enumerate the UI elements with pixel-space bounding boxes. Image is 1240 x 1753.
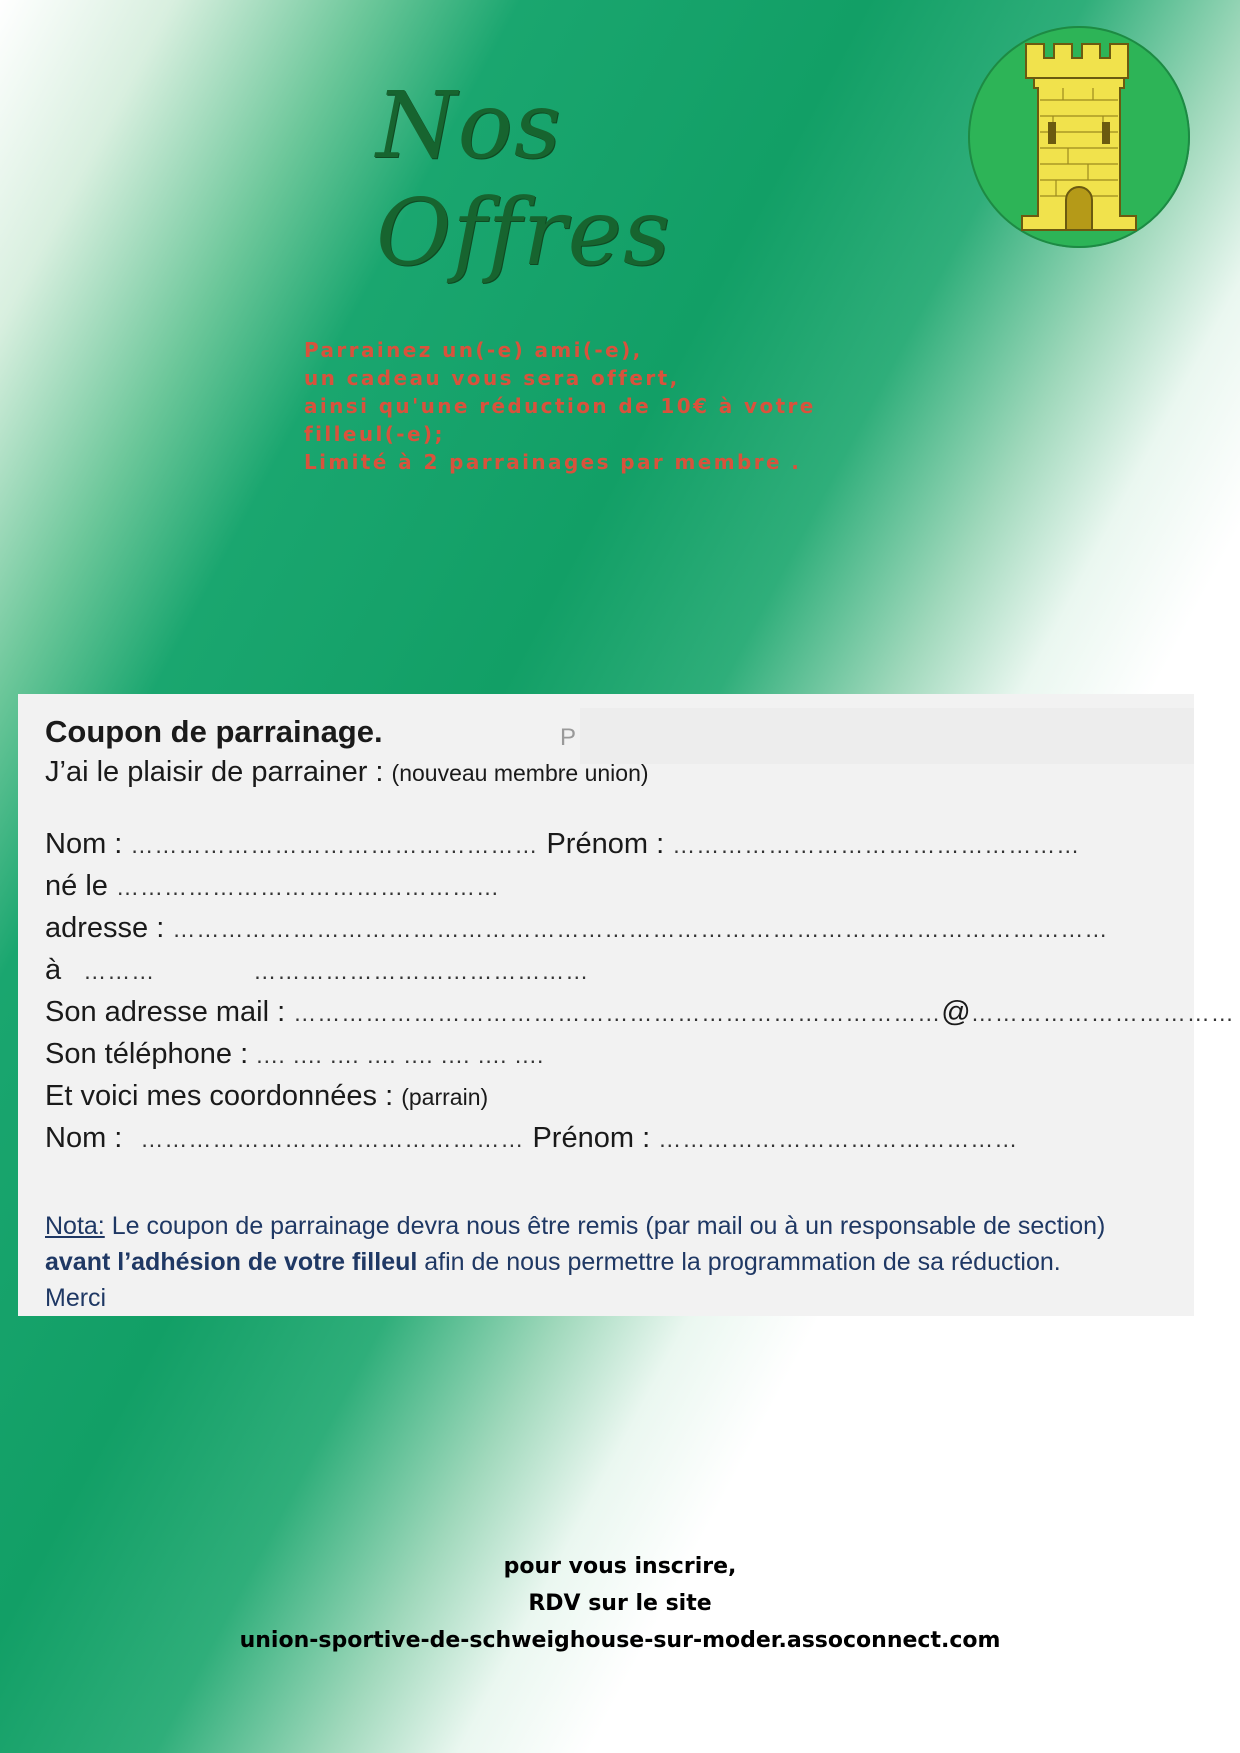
sponsor-name-row [45,1122,1018,1155]
city-field[interactable]: …………………………………… [253,958,590,984]
nom-label: Nom : [45,828,123,860]
sponsor-intro-row [45,1080,488,1113]
coupon-title: Coupon de parrainage. [45,714,383,749]
filleul-name-row [45,828,1080,861]
phone-field[interactable]: .... .... .... .... .... .... .... .... [256,1042,545,1068]
at-sign: @ [941,996,971,1028]
sponsorship-coupon [18,694,1235,1316]
nom-field[interactable]: …………………………………………… [130,832,539,858]
cropped-letter: P [560,724,577,751]
intro-line [45,756,649,789]
phone-row [45,1038,544,1071]
nota-text-1: Le coupon de parrainage devra nous être remis (par mail ou à un responsable de section) [104,1212,1106,1240]
promo-line: Parrainez un(-e) ami(-e), [304,338,643,362]
sponsor-nom-field[interactable]: ………………………………………… [140,1126,525,1152]
tower-logo-icon [968,26,1190,248]
intro-note: (nouveau membre union) [391,760,649,786]
a-label: à [45,954,62,986]
promo-line: ainsi qu'une réduction de 10€ à votre [304,394,816,418]
email-domain-field[interactable]: …………………………… [970,1000,1235,1026]
nota-label: Nota: [45,1212,105,1240]
nota-paragraph [45,1208,1185,1316]
promo-line: filleul(-e); [304,422,445,446]
nota-text-2: afin de nous permettre la programmation de sa réduction. [417,1248,1061,1276]
prenom2-label: Prénom : [532,1122,651,1154]
coords-label: Et voici mes coordonnées : [45,1080,394,1112]
nota-merci: Merci [45,1284,107,1312]
coords-note: (parrain) [401,1084,489,1110]
promo-text [304,336,864,476]
mail-label: Son adresse mail : [45,996,286,1028]
address-field[interactable]: ……………………………………………………………………………………………………… [172,916,1109,942]
sponsor-prenom-field[interactable]: ……………………………………… [658,1126,1019,1152]
footer-line-1: pour vous inscrire, [503,1554,737,1579]
prenom-label: Prénom : [546,828,665,860]
promo-line: Limité à 2 parrainages par membre . [304,450,802,474]
adresse-label: adresse : [45,912,165,944]
prenom-field[interactable]: …………………………………………… [672,832,1081,858]
tel-label: Son téléphone : [45,1038,249,1070]
nota-bold: avant l’adhésion de votre filleul [45,1248,418,1276]
email-user-field[interactable]: ……………………………………………………………………… [293,1000,942,1026]
footer-line-2: RDV sur le site [528,1591,712,1616]
address-row [45,912,1108,945]
postcode-field[interactable]: ……… [83,958,156,984]
ne-label: né le [45,870,108,902]
birth-field[interactable]: ………………………………………… [115,874,500,900]
intro-label: J’ai le plaisir de parrainer : [45,756,384,788]
blurred-stripe [580,708,1194,764]
city-row [45,954,589,987]
page-title: Nos Offres [376,72,672,286]
email-row [45,996,1235,1029]
birth-row [45,870,500,903]
promo-line: un cadeau vous sera offert, [304,366,680,390]
footer [0,1548,1240,1659]
footer-website-link[interactable]: union-sportive-de-schweighouse-sur-moder.assoconnect.com [239,1628,1001,1653]
nom2-label: Nom : [45,1122,123,1154]
